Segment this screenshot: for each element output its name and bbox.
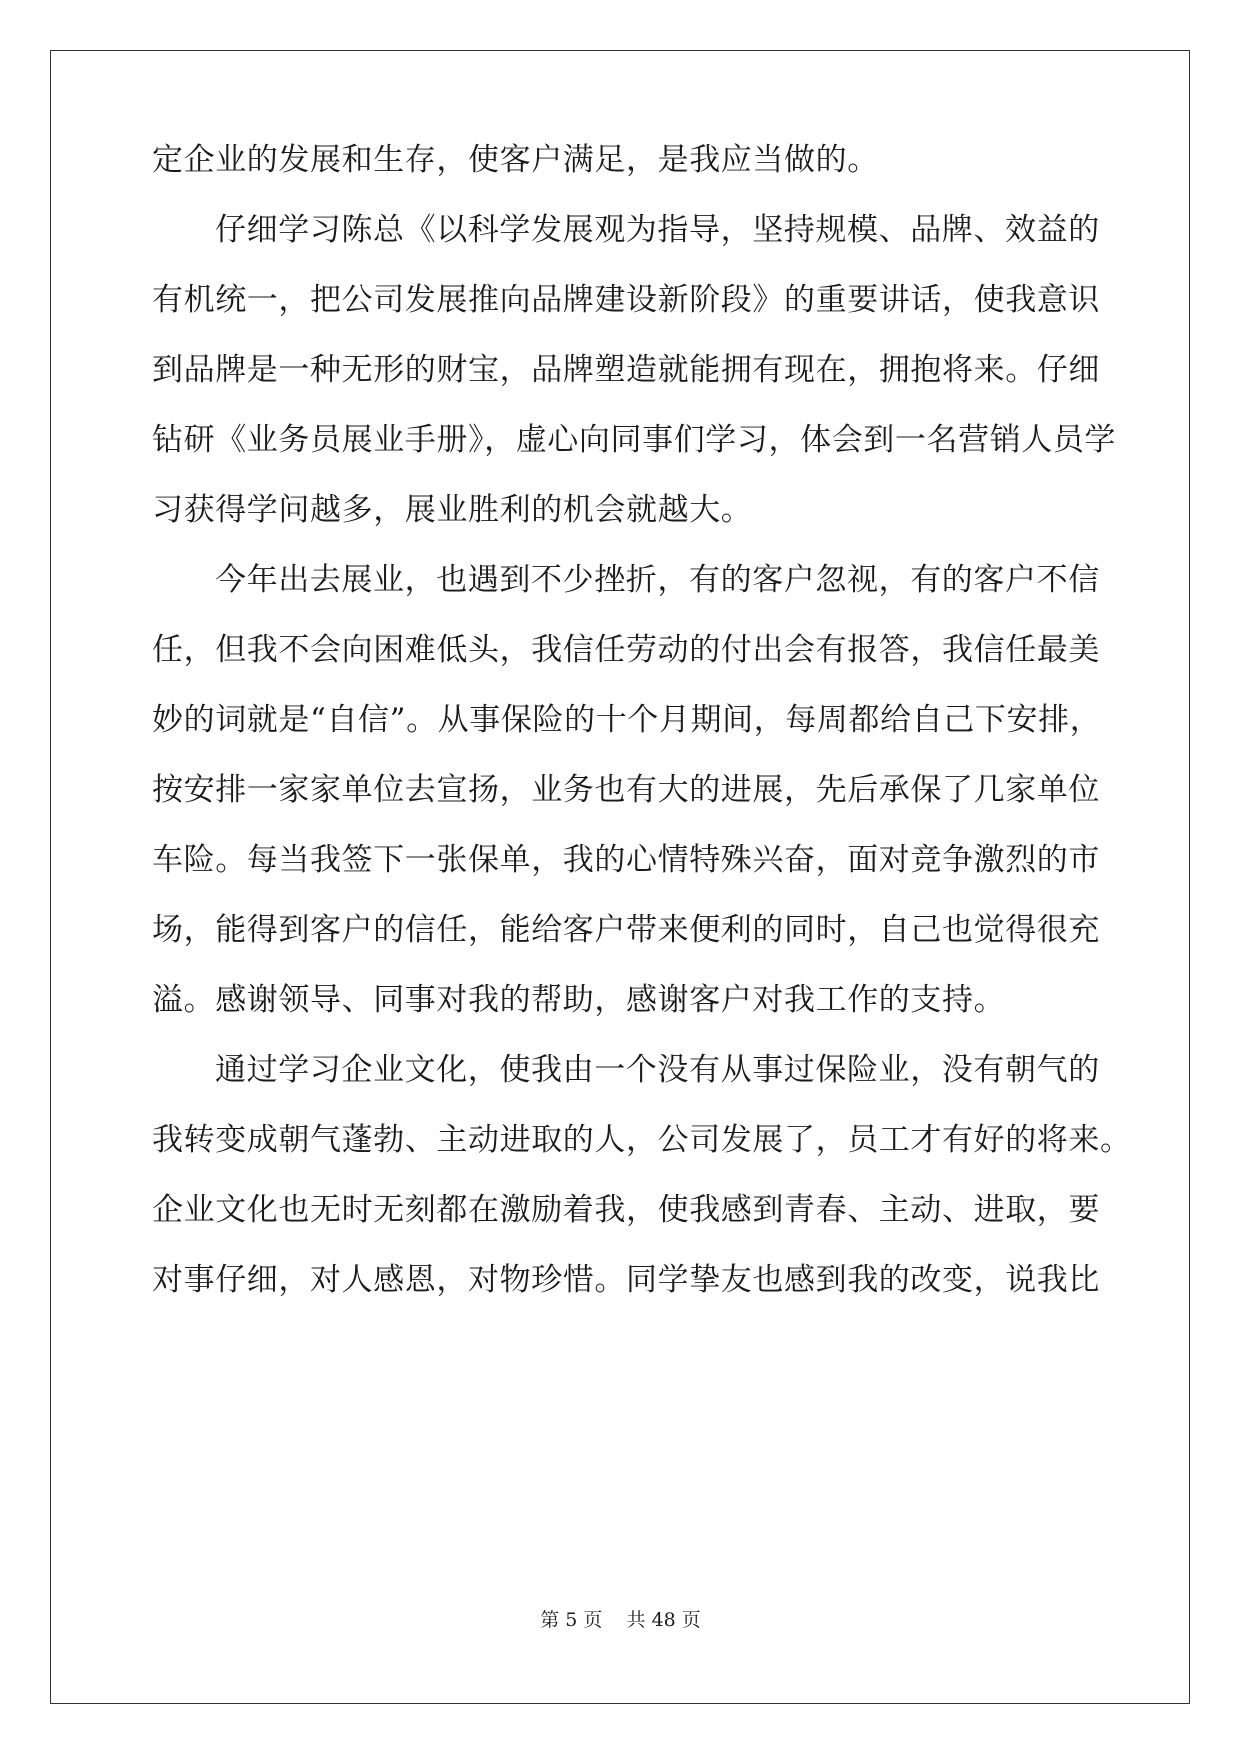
text-line: 按安排一家家单位去宣扬，业务也有大的进展，先后承保了几家单位 <box>152 772 1100 808</box>
text-line: 妙的词就是“自信”。从事保险的十个月期间，每周都给自己下安排， <box>152 702 1102 738</box>
text-line: 我转变成朝气蓬勃、主动进取的人，公司发展了，员工才有好的将来。 <box>152 1122 1132 1158</box>
text-line: 通过学习企业文化，使我由一个没有从事过保险业，没有朝气的 <box>215 1052 1100 1088</box>
text-line: 场，能得到客户的信任，能给客户带来便利的同时，自己也觉得很充 <box>152 912 1100 948</box>
text-line: 企业文化也无时无刻都在激励着我，使我感到青春、主动、进取，要 <box>152 1192 1100 1228</box>
text-line: 定企业的发展和生存，使客户满足，是我应当做的。 <box>152 142 879 178</box>
page-number-footer: 第 5 页 共 48 页 <box>540 1609 701 1631</box>
text-line: 习获得学问越多，展业胜利的机会就越大。 <box>152 492 753 528</box>
text-line: 溢。感谢领导、同事对我的帮助，感谢客户对我工作的支持。 <box>152 982 1006 1018</box>
text-line: 钻研《业务员展业手册》，虚心向同事们学习，体会到一名营销人员学 <box>152 422 1117 458</box>
text-line: 今年出去展业，也遇到不少挫折，有的客户忽视，有的客户不信 <box>215 562 1100 598</box>
text-line: 任，但我不会向困难低头，我信任劳动的付出会有报答，我信任最美 <box>152 632 1100 668</box>
text-line: 对事仔细，对人感恩，对物珍惜。同学挚友也感到我的改变，说我比 <box>152 1262 1100 1298</box>
text-line: 有机统一，把公司发展推向品牌建设新阶段》的重要讲话，使我意识 <box>152 282 1100 318</box>
text-line: 到品牌是一种无形的财宝，品牌塑造就能拥有现在，拥抱将来。仔细 <box>152 352 1100 388</box>
text-line: 仔细学习陈总《以科学发展观为指导，坚持规模、品牌、效益的 <box>215 212 1100 248</box>
document-body <box>152 142 1132 1315</box>
text-line: 车险。每当我签下一张保单，我的心情特殊兴奋，面对竞争激烈的市 <box>152 842 1100 878</box>
